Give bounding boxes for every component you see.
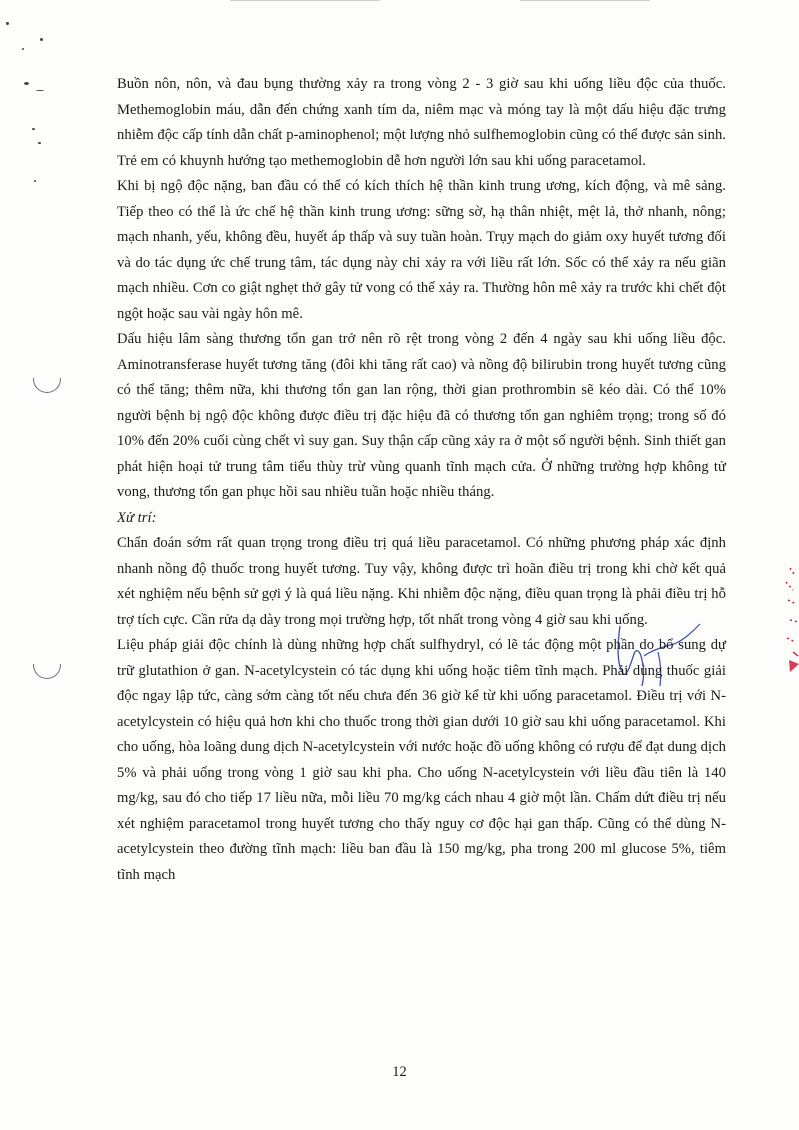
scan-speck — [40, 38, 43, 41]
scan-speck — [6, 22, 9, 25]
page-number: 12 — [392, 1064, 407, 1080]
scan-speck — [22, 48, 24, 50]
scan-speck — [34, 180, 36, 182]
scan-speck — [38, 142, 41, 144]
paragraph-symptoms: Buồn nôn, nôn, và đau bụng thường xảy ra trong vòng 2 - 3 giờ sau khi uống liều độc của thuốc. Methemoglobin máu, dẫn đến chứng xanh tím da, niêm mạc và móng tay là một dấu hiệu đặc trưng nhiễm độc cấp tính dẫn chất p-aminophenol; một lượng nhỏ sulfhemoglobin cũng có thể được sản sinh. Trẻ em có khuynh hướng tạo methemoglobin dễ hơn người lớn sau khi uống paracetamol. — [117, 76, 726, 169]
scan-edge-line — [230, 0, 380, 1]
section-heading-treatment: Xử trí: — [117, 509, 157, 526]
paragraph-antidote-therapy: Liệu pháp giải độc chính là dùng những hợp chất sulfhydryl, có lẽ tác động một phần do bổ sung dự trữ glutathion ở gan. N-acetylcystein có tác dụng khi uống hoặc tiêm tĩnh mạch. Phải dùng thuốc giải độc ngay lập tức, càng sớm càng tốt nếu chưa đến 36 giờ kể từ khi uống paracetamol. Điều trị với N-acetylcystein có hiệu quả hơn khi cho thuốc trong thời gian dưới 10 giờ sau khi uống paracetamol. Khi cho uống, hòa loãng dung dịch N-acetylcystein với nước hoặc đồ uống không có rượu để đạt dung dịch 5% và phải uống trong vòng 1 giờ sau khi pha. Cho uống N-acetylcystein với liều đầu tiên là 140 mg/kg, sau đó cho tiếp 17 liều nữa, mỗi liều 70 mg/kg cách nhau 4 giờ một lần. Chấm dứt điều trị nếu xét nghiệm paracetamol trong huyết tương cho thấy nguy cơ độc hại gan thấp. Cũng có thể dùng N-acetylcystein theo đường tĩnh mạch: liều ban đầu là 150 mg/kg, pha trong 200 ml glucose 5%, tiêm tĩnh mạch — [117, 637, 726, 883]
document-body — [117, 72, 726, 888]
paragraph-liver-damage: Dấu hiệu lâm sàng thương tổn gan trở nên rõ rệt trong vòng 2 đến 4 ngày sau khi uống liều độc. Aminotransferase huyết tương tăng (đôi khi tăng rất cao) và nồng độ bilirubin trong huyết tương cũng có thể tăng; thêm nữa, khi thương tổn gan lan rộng, thời gian prothrombin sẽ kéo dài. Có thể 10% người bệnh bị ngộ độc không được điều trị đặc hiệu đã có thương tổn gan nghiêm trọng; trong số đó 10% đến 20% cuối cùng chết vì suy gan. Suy thận cấp cũng xảy ra ở một số người bệnh. Sinh thiết gan phát hiện hoại tử trung tâm tiểu thùy trừ vùng quanh tĩnh mạch cửa. Ở những trường hợp không tử vong, thương tổn gan phục hồi sau nhiều tuần hoặc nhiều tháng. — [117, 331, 726, 500]
paragraph-severe-poisoning: Khi bị ngộ độc nặng, ban đầu có thể có kích thích hệ thần kinh trung ương, kích động, và mê sảng. Tiếp theo có thể là ức chế hệ thần kinh trung ương: sững sờ, hạ thân nhiệt, mệt lả, thở nhanh, nông; mạch nhanh, yếu, không đều, huyết áp thấp và suy tuần hoàn. Trụy mạch do giảm oxy huyết tương đối và do tác dụng ức chế trung tâm, tác dụng này chỉ xảy ra với liều rất lớn. Sốc có thể xảy ra nếu giãn mạch nhiều. Cơn co giật nghẹt thở gây tử vong có thể xảy ra. Thường hôn mê xảy ra trước khi chết đột ngột hoặc sau vài ngày hôn mê. — [117, 178, 726, 322]
punch-hole-mark — [33, 664, 61, 679]
scan-speck — [36, 90, 44, 91]
scan-speck — [24, 82, 29, 85]
stamp-fragment — [760, 560, 799, 690]
scan-edge-line — [520, 0, 650, 1]
paragraph-early-diagnosis: Chẩn đoán sớm rất quan trọng trong điều trị quá liều paracetamol. Có những phương pháp xác định nhanh nồng độ thuốc trong huyết tương. Tuy vậy, không được trì hoãn điều trị trong khi chờ kết quả xét nghiệm nếu bệnh sử gợi ý là quá liều nặng. Khi nhiễm độc nặng, điều quan trọng là phải điều trị hỗ trợ tích cực. Cần rửa dạ dày trong mọi trường hợp, tốt nhất trong vòng 4 giờ sau khi uống. — [117, 535, 726, 628]
scan-speck — [32, 128, 35, 130]
punch-hole-mark — [33, 378, 61, 393]
